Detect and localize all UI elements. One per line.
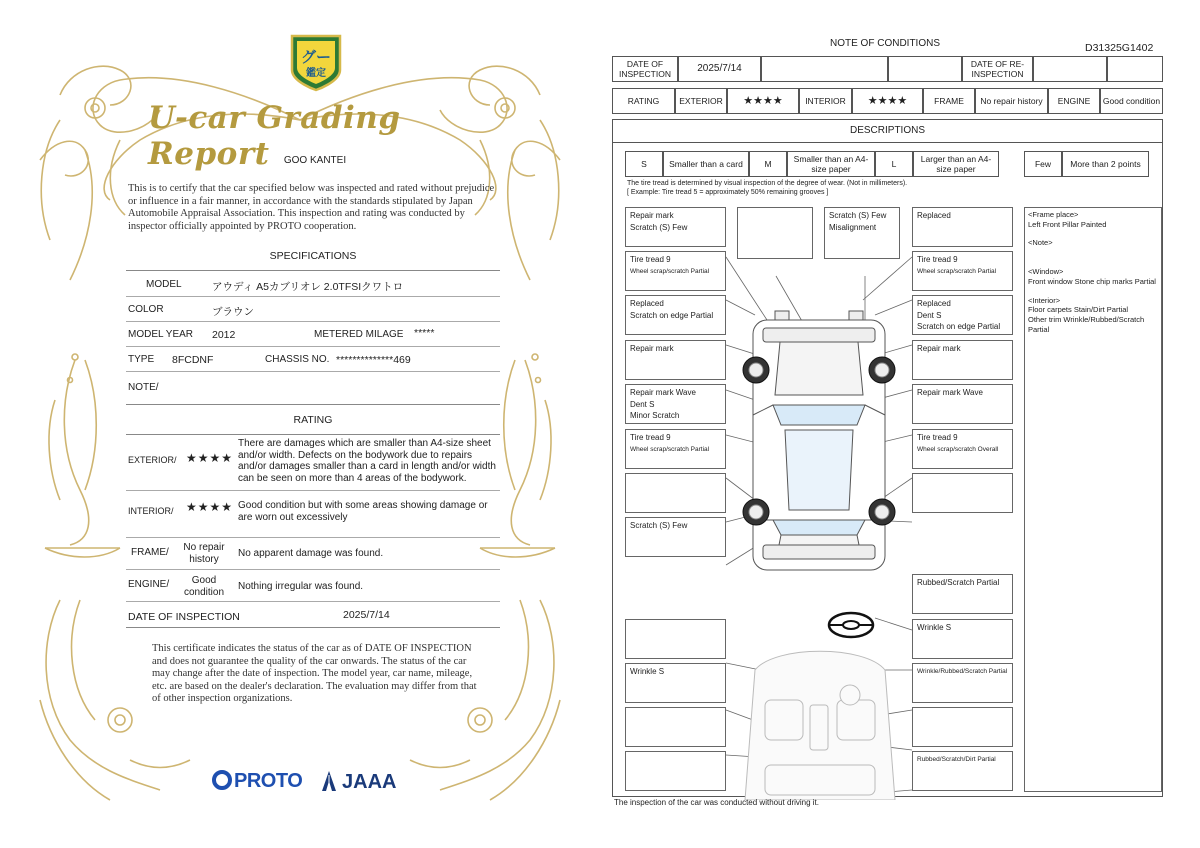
divider	[126, 321, 500, 322]
frame-place-heading: <Frame place>	[1028, 210, 1079, 219]
car-top-view	[743, 311, 895, 570]
divider	[126, 627, 500, 628]
condition-text: Replaced	[917, 211, 951, 220]
legend-l-desc: Larger than an A4-size paper	[913, 151, 999, 177]
engine-label: ENGINE/	[128, 579, 170, 590]
engine-label: ENGINE	[1048, 88, 1100, 114]
interior-label: INTERIOR	[799, 88, 852, 114]
window-text: Front window Stone chip marks Partial	[1028, 276, 1156, 286]
exterior-stars: ★★★★	[727, 88, 799, 114]
jaaa-logo-text: JAAA	[342, 771, 397, 793]
model-label: MODEL	[146, 279, 182, 290]
condition-box-interior-right-4	[912, 751, 1013, 791]
model-value: アウディ A5カブリオレ 2.0TFSIクワトロ	[212, 281, 404, 293]
color-label: COLOR	[128, 304, 164, 315]
condition-box-right-4	[912, 340, 1013, 380]
condition-text: Repair mark Wave	[630, 388, 696, 397]
legend-s: S	[625, 151, 663, 177]
divider	[126, 601, 500, 602]
interior-stars: ★★★★	[852, 88, 923, 114]
interior-label: INTERIOR/	[128, 506, 174, 516]
report-code: D31325G1402	[1085, 42, 1154, 54]
date-of-reinspection-label: DATE OF RE-INSPECTION	[962, 56, 1033, 82]
exterior-label: EXTERIOR/	[128, 455, 177, 465]
rating-label: RATING	[612, 88, 675, 114]
condition-text: Dent S	[630, 399, 655, 409]
note-of-conditions-sheet	[605, 30, 1170, 820]
proto-mark-icon	[212, 770, 232, 790]
engine-description: Nothing irregular was found.	[238, 581, 364, 592]
jaaa-mark-icon	[320, 770, 338, 792]
report-subtitle: GOO KANTEI	[283, 155, 347, 166]
condition-text: Dent S	[917, 310, 942, 320]
type-label: TYPE	[128, 354, 155, 365]
metered-milage-label: METERED MILAGE	[314, 329, 404, 340]
condition-box-front-center-right	[824, 207, 900, 259]
note-label: NOTE/	[128, 382, 159, 393]
tire-tread-note: The tire tread is determined by visual inspection of the degree of wear. (Not in millimeters).	[627, 180, 908, 187]
legend-s-desc: Smaller than a card	[663, 151, 749, 177]
condition-text: Repair mark	[917, 344, 961, 353]
report-title: U-car Grading Report	[148, 100, 401, 172]
condition-text: Wheel scrap/scratch Partial	[630, 445, 710, 453]
legend-few-desc: More than 2 points	[1062, 151, 1149, 177]
condition-box-interior-left-4	[625, 751, 726, 791]
frame-value: No repair history	[975, 88, 1048, 114]
divider	[126, 569, 500, 570]
interior-description: Good condition but with some areas showing damage or are worn out excessively	[238, 500, 488, 523]
condition-box-front-center-left	[737, 207, 813, 259]
condition-text: Replaced	[630, 299, 664, 308]
divider	[126, 404, 500, 405]
condition-text: Tire tread 9	[917, 433, 958, 442]
legend-few: Few	[1024, 151, 1062, 177]
date-of-inspection-label: DATE OF INSPECTION	[128, 611, 240, 623]
color-value: ブラウン	[212, 306, 254, 318]
condition-box-steering	[912, 574, 1013, 614]
condition-text: Wrinkle/Rubbed/Scratch Partial	[917, 668, 1008, 675]
interior-text: Floor carpets Stain/Dirt Partial Other trim Wrinkle/Rubbed/Scratch Partial	[1028, 305, 1145, 334]
exterior-stars: ★★★★	[186, 451, 234, 465]
condition-text: Wheel scrap/scratch Overall	[917, 445, 999, 453]
interior-heading: <Interior>	[1028, 295, 1061, 305]
condition-box-right-6	[912, 429, 1013, 469]
model-year-value: 2012	[212, 329, 236, 341]
rating-heading: RATING	[293, 414, 333, 426]
condition-box-left-4	[625, 340, 726, 380]
exterior-description: There are damages which are smaller than A4-size sheet and/or width. Defects on the bodywork due to repairs and/or damages smaller than a card in length and/or width can be seen on more than 4 areas of the bodywork.	[238, 438, 496, 484]
frame-place-text: Left Front Pillar Painted	[1028, 219, 1107, 229]
jaaa-logo	[320, 770, 396, 794]
condition-box-right-7	[912, 473, 1013, 513]
condition-text: Replaced	[917, 299, 951, 308]
legend-l: L	[875, 151, 913, 177]
condition-box-interior-left-3	[625, 707, 726, 747]
condition-box-right-5	[912, 384, 1013, 424]
condition-text: Wrinkle S	[917, 623, 952, 632]
chassis-label: CHASSIS NO.	[265, 354, 330, 365]
note-of-conditions-title: NOTE OF CONDITIONS	[830, 38, 940, 49]
proto-logo-text: PROTO	[234, 770, 303, 792]
legend-m-desc: Smaller than an A4-size paper	[787, 151, 875, 177]
frame-description: No apparent damage was found.	[238, 548, 384, 559]
frame-label: FRAME	[923, 88, 975, 114]
proto-logo	[212, 770, 302, 793]
condition-box-interior-right-3	[912, 707, 1013, 747]
blank-cell	[1107, 56, 1163, 82]
condition-box-left-8	[625, 517, 726, 557]
car-interior-view	[745, 651, 895, 800]
condition-box-front-left	[625, 207, 726, 247]
inspection-footnote: The inspection of the car was conducted without driving it.	[614, 798, 819, 807]
condition-box-interior-right-2	[912, 663, 1013, 703]
divider	[126, 270, 500, 271]
condition-box-front-right	[912, 207, 1013, 247]
condition-box-left-7	[625, 473, 726, 513]
divider	[126, 434, 500, 435]
condition-text: Wrinkle S	[630, 667, 665, 676]
condition-box-interior-right-1	[912, 619, 1013, 659]
condition-text: Wheel scrap/scratch Partial	[630, 267, 710, 275]
condition-box-right-2	[912, 251, 1013, 291]
blank-cell	[888, 56, 962, 82]
type-value: 8FCDNF	[172, 354, 214, 366]
blank-cell	[761, 56, 888, 82]
condition-text: Misalignment	[829, 222, 877, 232]
certificate-disclaimer: This certificate indicates the status of the car as of DATE OF INSPECTION and does not guarantee the quality of the car onwards. The status of the car may change after the date of inspection. The model year, car name, mileage, etc. are based on the dealer's declaration. The evaluation may differ from that of other inspection organizations.	[152, 643, 477, 704]
condition-text: Tire tread 9	[630, 433, 671, 442]
condition-text: Repair mark Wave	[917, 388, 983, 397]
engine-value: Good condition	[1100, 88, 1163, 114]
metered-milage-value: *****	[414, 327, 435, 339]
condition-text: Scratch (S) Few	[630, 521, 688, 530]
date-of-inspection-value: 2025/7/14	[678, 56, 761, 82]
window-heading: <Window>	[1028, 267, 1064, 277]
condition-text: Repair mark	[630, 344, 674, 353]
condition-text: Repair mark	[630, 211, 674, 220]
certification-statement: This is to certify that the car specified below was inspected and rated without prejudice or influence in a fair manner, in accordance with the standards stipulated by Japan Automobile Appraisal Association. This inspection and rating was conducted by inspector officially appointed by PROTO cooperation.	[128, 183, 495, 232]
frame-value: No repair history	[183, 542, 225, 565]
condition-text: Rubbed/Scratch/Dirt Partial	[917, 756, 996, 763]
condition-box-right-3	[912, 295, 1013, 335]
interior-stars: ★★★★	[186, 500, 234, 514]
date-of-reinspection-value	[1033, 56, 1107, 82]
condition-text: Scratch on edge Partial	[917, 322, 1001, 331]
model-year-label: MODEL YEAR	[128, 329, 194, 340]
condition-text: Rubbed/Scratch Partial	[917, 578, 1000, 587]
condition-text: Tire tread 9	[630, 255, 671, 264]
svg-text:鑑定: 鑑定	[306, 68, 326, 79]
descriptions-heading: DESCRIPTIONS	[612, 119, 1163, 143]
condition-text: Minor Scratch	[630, 411, 680, 420]
condition-notes-panel	[1024, 207, 1162, 792]
tire-tread-example: [ Example: Tire tread 5 = approximately 50% remaining grooves ]	[627, 189, 829, 196]
condition-box-interior-left-1	[625, 619, 726, 659]
note-heading: <Note>	[1028, 238, 1053, 248]
divider	[126, 537, 500, 538]
specifications-heading: SPECIFICATIONS	[269, 250, 357, 262]
condition-text: Wheel scrap/scratch Partial	[917, 267, 997, 275]
condition-box-left-2	[625, 251, 726, 291]
divider	[126, 490, 500, 491]
condition-text: Scratch (S) Few	[829, 211, 887, 220]
engine-value: Good condition	[183, 575, 225, 598]
frame-label: FRAME/	[131, 547, 169, 558]
condition-text: Scratch on edge Partial	[630, 310, 714, 320]
goo-kantei-badge-icon	[288, 32, 344, 92]
svg-text:グー: グー	[300, 49, 332, 66]
divider	[126, 346, 500, 347]
condition-box-left-6	[625, 429, 726, 469]
date-of-inspection-label: DATE OF INSPECTION	[612, 56, 678, 82]
chassis-value: **************469	[336, 354, 411, 366]
exterior-label: EXTERIOR	[675, 88, 727, 114]
date-of-inspection-value: 2025/7/14	[343, 609, 390, 621]
condition-box-left-5	[625, 384, 726, 424]
condition-text: Scratch (S) Few	[630, 222, 688, 232]
divider	[126, 296, 500, 297]
steering-wheel-icon	[829, 613, 873, 637]
condition-text: Tire tread 9	[917, 255, 958, 264]
legend-m: M	[749, 151, 787, 177]
condition-box-interior-left-2	[625, 663, 726, 703]
divider	[126, 371, 500, 372]
condition-box-left-3	[625, 295, 726, 335]
